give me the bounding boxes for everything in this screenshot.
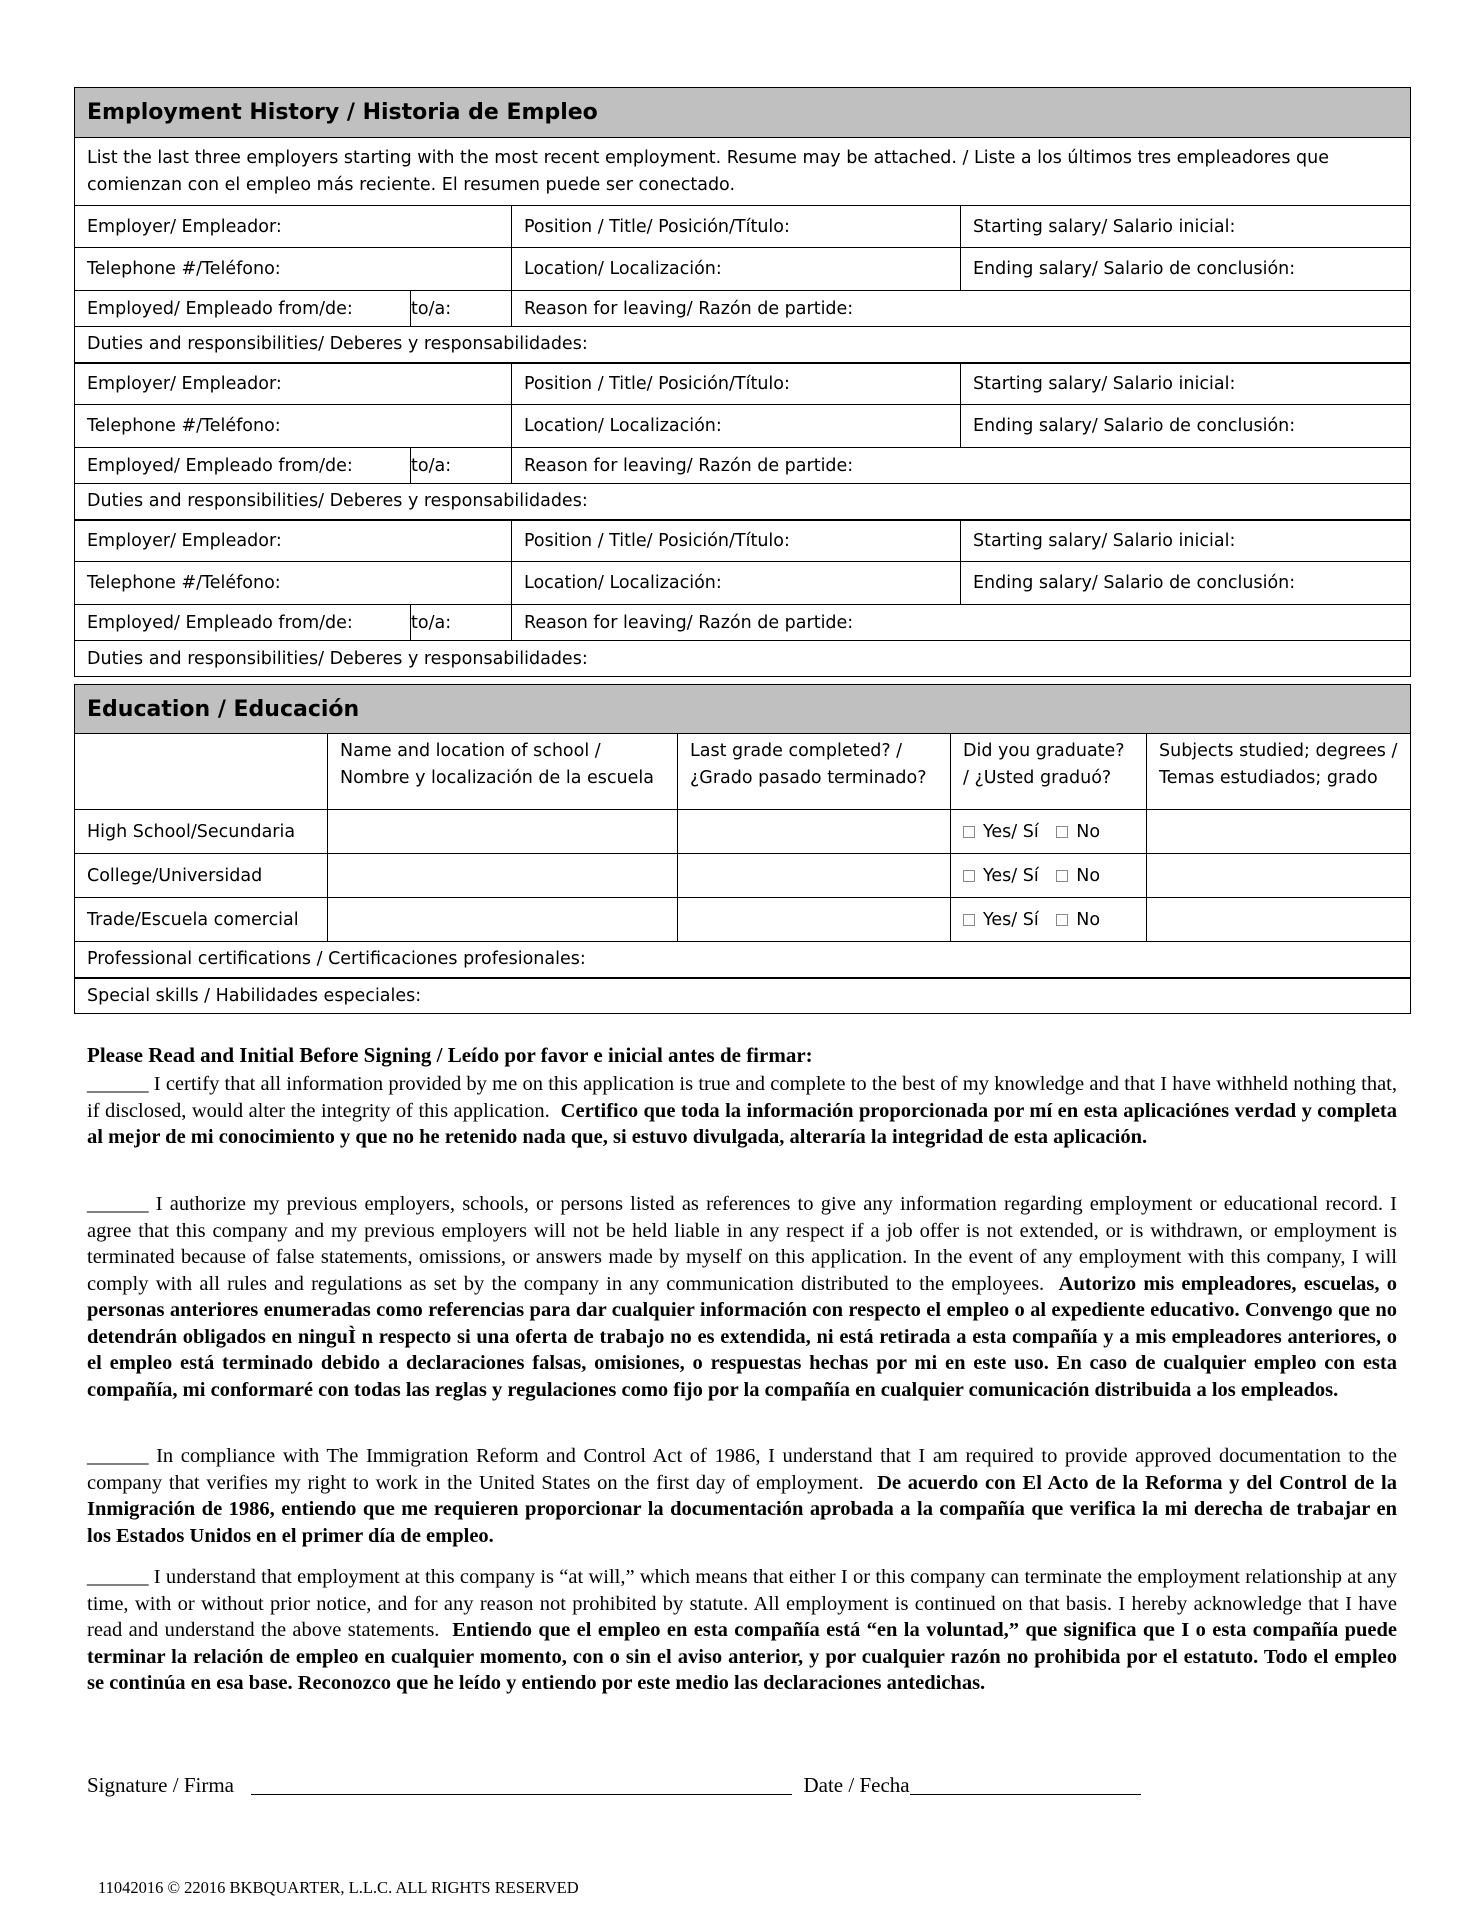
reason-for-leaving-field[interactable]: Reason for leaving/ Razón de partide: (512, 605, 1411, 641)
education-row-high-school (75, 810, 1411, 854)
school-name-column-header: Name and location of school / Nombre y localización de la escuela (328, 734, 678, 810)
yes-checkbox[interactable] (963, 914, 975, 926)
employer-block-1 (75, 206, 1411, 248)
employment-instructions: List the last three employers starting with the most recent employment. Resume may be attached. / Liste a los últimos tres empleadores que comienzan con el empleo más reciente. El resumen puede ser conectado. (75, 138, 1411, 206)
school-name-cell[interactable] (328, 898, 678, 942)
starting-salary-field[interactable]: Starting salary/ Salario inicial: (961, 206, 1411, 248)
certifications-field[interactable]: Professional certifications / Certificaciones profesionales: (75, 942, 1411, 978)
education-level-label: Trade/Escuela comercial (75, 898, 328, 942)
signature-label: Signature / Firma (87, 1773, 234, 1797)
location-field[interactable]: Location/ Localización: (512, 405, 961, 448)
no-checkbox[interactable] (1056, 826, 1068, 838)
employed-to-field[interactable]: to/a: (411, 448, 512, 484)
position-field[interactable]: Position / Title/ Posición/Título: (512, 206, 961, 248)
date-line[interactable] (910, 1775, 1141, 1795)
ending-salary-field[interactable]: Ending salary/ Salario de conclusión: (961, 248, 1411, 291)
employer-field[interactable]: Employer/ Empleador: (75, 520, 512, 562)
education-level-label: College/Universidad (75, 854, 328, 898)
signature-row (87, 1773, 1141, 1798)
duties-field[interactable]: Duties and responsibilities/ Deberes y responsabilidades: (75, 641, 1411, 677)
reason-for-leaving-field[interactable]: Reason for leaving/ Razón de partide: (512, 291, 1411, 327)
position-field[interactable]: Position / Title/ Posición/Título: (512, 363, 961, 405)
employed-from-field[interactable]: Employed/ Empleado from/de: (75, 448, 411, 484)
school-name-cell[interactable] (328, 854, 678, 898)
education-row-trade (75, 898, 1411, 942)
signature-line[interactable] (251, 1775, 792, 1795)
position-field[interactable]: Position / Title/ Posición/Título: (512, 520, 961, 562)
graduated-cell: Yes/ Sí No (951, 810, 1147, 854)
certification-title: Please Read and Initial Before Signing / Leído por favor e inicial antes de firmar: (87, 1043, 813, 1067)
yes-checkbox[interactable] (963, 870, 975, 882)
no-checkbox[interactable] (1056, 914, 1068, 926)
telephone-field[interactable]: Telephone #/Teléfono: (75, 248, 512, 291)
employed-from-field[interactable]: Employed/ Empleado from/de: (75, 605, 411, 641)
telephone-field[interactable]: Telephone #/Teléfono: (75, 562, 512, 605)
ending-salary-field[interactable]: Ending salary/ Salario de conclusión: (961, 405, 1411, 448)
certification-paragraph-4: ______ I understand that employment at this company is “at will,” which means that either I or this company can terminate the employment relationship at any time, with or without prior notice, and for any reason not prohibited by statute. All employment is continued on that basis. I hereby acknowledge that I have read and understand the above statements. Entiendo que el empleo en esta compañía está “en la voluntad,” que significa que I o esta compañía puede terminar la relación de empleo en cualquier momento, con o sin el aviso anterior, y por cualquier razón no prohibida por el estatuto. Todo el empleo se continúa en esa base. Reconozco que he leído y entiendo por este medio las declaraciones antedichas. (87, 1566, 1397, 1694)
subjects-cell[interactable] (1147, 854, 1411, 898)
ending-salary-field[interactable]: Ending salary/ Salario de conclusión: (961, 562, 1411, 605)
employer-field[interactable]: Employer/ Empleador: (75, 363, 512, 405)
starting-salary-field[interactable]: Starting salary/ Salario inicial: (961, 520, 1411, 562)
education-col-blank (75, 734, 328, 810)
yes-checkbox[interactable] (963, 826, 975, 838)
employment-history-table (74, 87, 1411, 677)
school-name-cell[interactable] (328, 810, 678, 854)
certification-paragraph-1: ______ I certify that all information provided by me on this application is true and complete to the best of my knowledge and that I have withheld nothing that, if disclosed, would alter the integrity of this application. Certifico que toda la información proporcionada por mí en esta aplicaciónes verdad y completa al mejor de mi conocimiento y que no he retenido nada que, si estuvo divulgada, alteraría la integridad de esta aplicación. (87, 1073, 1397, 1148)
education-header-row (75, 734, 1411, 810)
employment-section-title: Employment History / Historia de Empleo (75, 88, 1411, 138)
special-skills-field[interactable]: Special skills / Habilidades especiales: (75, 978, 1411, 1014)
subjects-column-header: Subjects studied; degrees / Temas estudiados; grado (1147, 734, 1411, 810)
employer-block-3 (75, 520, 1411, 562)
education-table (74, 684, 1411, 1014)
duties-field[interactable]: Duties and responsibilities/ Deberes y responsabilidades: (75, 327, 1411, 363)
no-checkbox[interactable] (1056, 870, 1068, 882)
copyright-footer: 11042016 © 22016 BKBQUARTER, L.L.C. ALL RIGHTS RESERVED (98, 1878, 579, 1897)
graduated-cell: Yes/ Sí No (951, 854, 1147, 898)
telephone-field[interactable]: Telephone #/Teléfono: (75, 405, 512, 448)
reason-for-leaving-field[interactable]: Reason for leaving/ Razón de partide: (512, 448, 1411, 484)
duties-field[interactable]: Duties and responsibilities/ Deberes y responsabilidades: (75, 484, 1411, 520)
last-grade-cell[interactable] (678, 898, 951, 942)
date-label: Date / Fecha (803, 1773, 910, 1797)
graduated-column-header: Did you graduate? / ¿Usted graduó? (951, 734, 1147, 810)
employed-from-field[interactable]: Employed/ Empleado from/de: (75, 291, 411, 327)
employed-to-field[interactable]: to/a: (411, 291, 512, 327)
location-field[interactable]: Location/ Localización: (512, 248, 961, 291)
subjects-cell[interactable] (1147, 810, 1411, 854)
last-grade-cell[interactable] (678, 854, 951, 898)
employer-field[interactable]: Employer/ Empleador: (75, 206, 512, 248)
subjects-cell[interactable] (1147, 898, 1411, 942)
last-grade-column-header: Last grade completed? / ¿Grado pasado terminado? (678, 734, 951, 810)
education-section-title: Education / Educación (75, 685, 1411, 734)
education-level-label: High School/Secundaria (75, 810, 328, 854)
employer-block-2 (75, 363, 1411, 405)
graduated-cell: Yes/ Sí No (951, 898, 1147, 942)
education-row-college (75, 854, 1411, 898)
certification-paragraph-2: ______ I authorize my previous employers, schools, or persons listed as references to give any information regarding employment or educational record. I agree that this company and my previous employers will not be held liable in any respect if a job offer is not extended, or is withdrawn, or employment is terminated because of false statements, omissions, or answers made by myself on this application. In the event of any employment with this company, I will comply with all rules and regulations as set by the company in any communication distributed to the employees. Autorizo mis empleadores, escuelas, o personas anteriores enumeradas como referencias para dar cualquier información con respecto el empleo o al expediente educativo. Convengo que no detendrán obligados en ninguÌ n respecto si una oferta de trabajo no es extendida, ni está retirada a esta compañía y a mis empleadores anteriores, o el empleo está terminado debido a declaraciones falsas, omisiones, o respuestas hechas por mi en este uso. En caso de cualquier empleo con esta compañía, mi conformaré con todas las reglas y regulaciones como fijo por la compañía en cualquier comunicación distribuida a los empleados. (87, 1193, 1397, 1401)
location-field[interactable]: Location/ Localización: (512, 562, 961, 605)
employed-to-field[interactable]: to/a: (411, 605, 512, 641)
last-grade-cell[interactable] (678, 810, 951, 854)
certification-paragraph-3: ______ In compliance with The Immigration Reform and Control Act of 1986, I understand that I am required to provide approved documentation to the company that verifies my right to work in the United States on the first day of employment. De acuerdo con El Acto de la Reforma y del Control de la Inmigración de 1986, entiendo que me requieren proporcionar la documentación aprobada a la compañía que verifica la mi derecha de trabajar en los Estados Unidos en el primer día de empleo. (87, 1445, 1397, 1547)
starting-salary-field[interactable]: Starting salary/ Salario inicial: (961, 363, 1411, 405)
